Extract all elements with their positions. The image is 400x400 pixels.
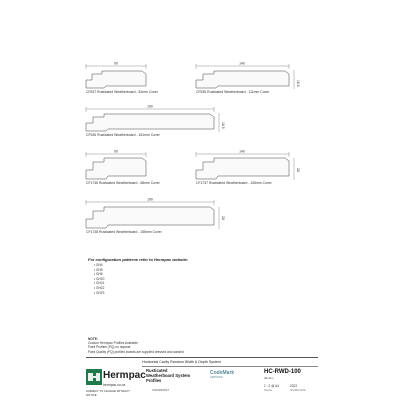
disclaimer: SUBJECT TO CHANGE WITHOUT NOTICE xyxy=(86,389,130,397)
config-item: • GH5 xyxy=(94,267,103,272)
dim-height-cf1738: 28 xyxy=(221,216,225,220)
codemark-reference: CMNZ30037 xyxy=(152,388,170,392)
config-item: • GH4 xyxy=(94,263,103,267)
logo-wordmark: Hermpac xyxy=(103,370,146,381)
config-item: • GH21 xyxy=(94,281,105,286)
note-line: Paint Quality (PQ) profiled boards are supplied dressed and sanded xyxy=(88,349,184,354)
caption-cf536: CF536 Rusticated Weatherboard - 161mm Cover xyxy=(86,133,160,137)
profile-cf537 xyxy=(86,61,146,88)
title-block xyxy=(86,357,318,396)
config-item: • GH6 xyxy=(94,272,103,277)
caption-cf535: CF535 Rusticated Weatherboard - 111mm Cover xyxy=(196,90,270,94)
profile-cf1736 xyxy=(86,149,146,179)
dim-width-cf535: 140 xyxy=(239,61,245,66)
config-item: • GH23 xyxy=(94,290,105,295)
dim-height-cf535: 18.5 xyxy=(296,80,300,87)
system-title: Horizontal Cavity Random Width & Depth System xyxy=(142,360,318,367)
config-item: • GH22 xyxy=(94,285,105,290)
config-list xyxy=(94,263,104,295)
website-url: hermpac.co.nz xyxy=(103,383,126,387)
notes-heading: NOTE: xyxy=(88,337,98,341)
caption-cf537: CF537 Rusticated Weatherboard - 81mm Cover xyxy=(86,90,158,94)
dim-width-cf536: 190 xyxy=(147,104,153,109)
config-title: For configuration patterns refer to Hermpac website: xyxy=(88,257,189,262)
dim-height-cf536: 18.5 xyxy=(221,122,225,129)
note-line: Paint Profiles (PQ) on request xyxy=(88,345,131,350)
units-label: (Metric) xyxy=(264,376,274,380)
scale-value: 1 : 2 @ A4 xyxy=(264,384,279,388)
issued-date-label: ISSUED DATE xyxy=(290,389,306,392)
note-line: Custom Hermpac Profiles Available xyxy=(88,341,138,346)
codemark-sub: CERTIFIED xyxy=(210,376,223,379)
dim-width-cf1737: 140 xyxy=(239,149,245,154)
caption-cf1736: CF1736 Rusticated Weatherboard - 68mm Cover xyxy=(86,181,160,185)
config-item: • GH20 xyxy=(94,276,105,281)
caption-cf1737: CF1737 Rusticated Weatherboard - 106mm Cover xyxy=(196,181,272,185)
dim-width-cf537: 90 xyxy=(114,61,118,66)
scale-label: SCALE xyxy=(264,389,272,392)
codemark-logo: CodeMark xyxy=(210,370,235,376)
hermpac-mark-icon xyxy=(86,369,102,385)
product-title: Rusticated Weatherboard System Profiles xyxy=(146,368,191,383)
hermpac-logo xyxy=(86,366,146,397)
dim-width-cf1736: 90 xyxy=(114,149,118,154)
notes-block xyxy=(88,337,184,354)
issued-date: 2022 xyxy=(290,384,298,388)
dim-height-cf1737: 28 xyxy=(296,168,300,172)
caption-cf1738: CF1738 Rusticated Weatherboard - 156mm Cover xyxy=(86,230,162,234)
drawing-number: HC-RWD-100 xyxy=(264,369,301,375)
dim-width-cf1738: 190 xyxy=(147,197,153,202)
